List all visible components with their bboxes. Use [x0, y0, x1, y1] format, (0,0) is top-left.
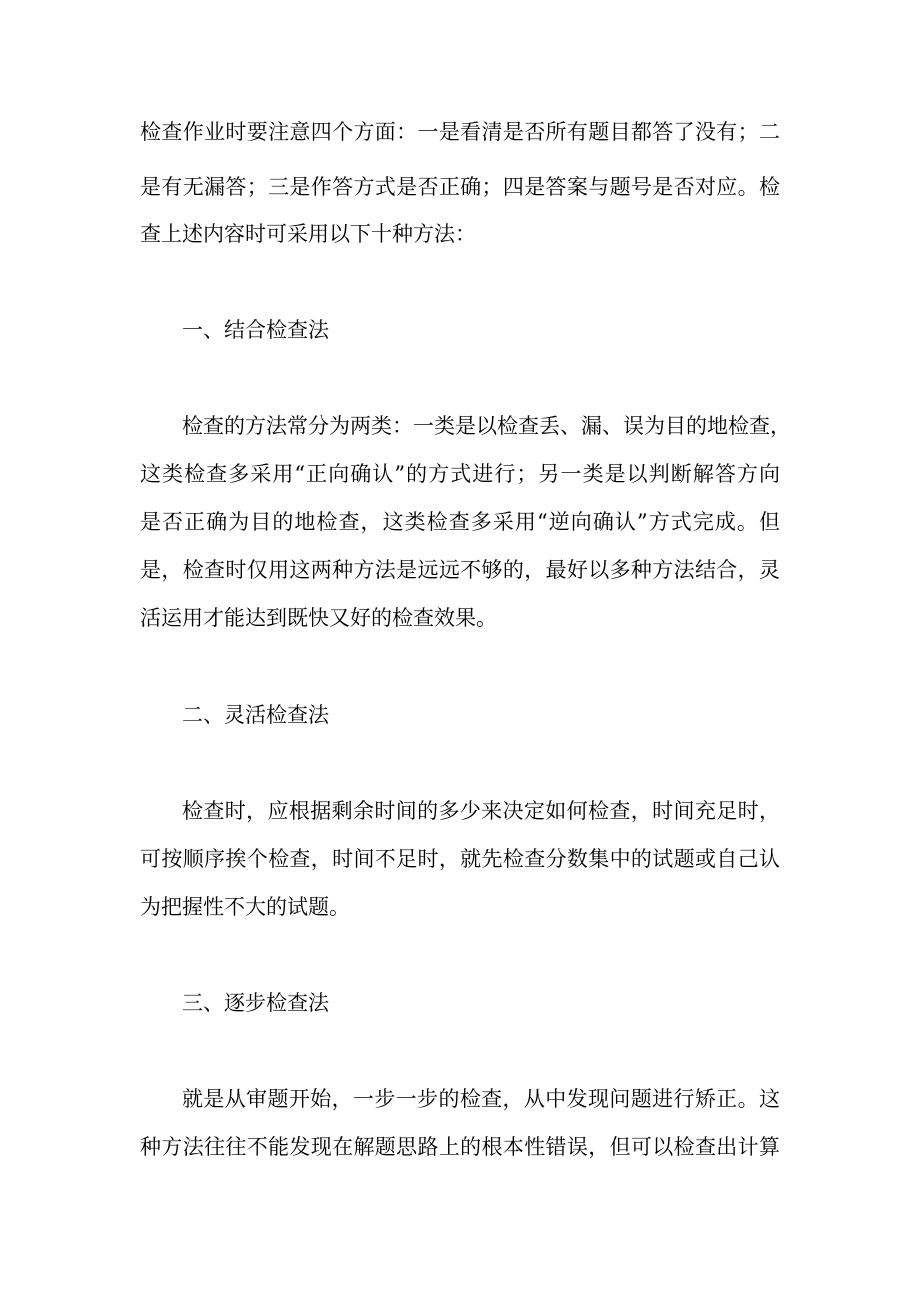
- section-1-line-3: 是否正确为目的地检查，这类检查多采用“逆向确认”方式完成。但: [140, 510, 780, 534]
- section-2-line-1: 检查时，应根据剩余时间的多少来决定如何检查，时间充足时，: [182, 799, 780, 823]
- intro-line-1: 检查作业时要注意四个方面：一是看清是否所有题目都答了没有；二: [140, 120, 780, 144]
- section-heading-3: 三、逐步检查法: [182, 991, 329, 1015]
- section-1-line-4: 是，检查时仅用这两种方法是远远不够的，最好以多种方法结合，灵: [140, 558, 780, 582]
- section-1-line-5: 活运用才能达到既快又好的检查效果。: [140, 606, 497, 630]
- section-3-line-2: 种方法往往不能发现在解题思路上的根本性错误，但可以检查出计算: [140, 1135, 780, 1159]
- section-heading-1: 一、结合检查法: [182, 318, 329, 342]
- intro-line-2: 是有无漏答；三是作答方式是否正确；四是答案与题号是否对应。检: [140, 175, 780, 199]
- section-3-line-1: 就是从审题开始，一步一步的检查，从中发现问题进行矫正。这: [182, 1087, 780, 1111]
- section-2-line-3: 为把握性不大的试题。: [140, 895, 350, 919]
- intro-line-3: 查上述内容时可采用以下十种方法：: [140, 222, 476, 246]
- section-heading-2: 二、灵活检查法: [182, 703, 329, 727]
- section-1-line-2: 这类检查多采用“正向确认”的方式进行；另一类是以判断解答方向: [140, 462, 780, 486]
- section-2-line-2: 可按顺序挨个检查，时间不足时，就先检查分数集中的试题或自己认: [140, 847, 780, 871]
- section-1-line-1: 检查的方法常分为两类：一类是以检查丢、漏、误为目的地检查，: [182, 414, 791, 438]
